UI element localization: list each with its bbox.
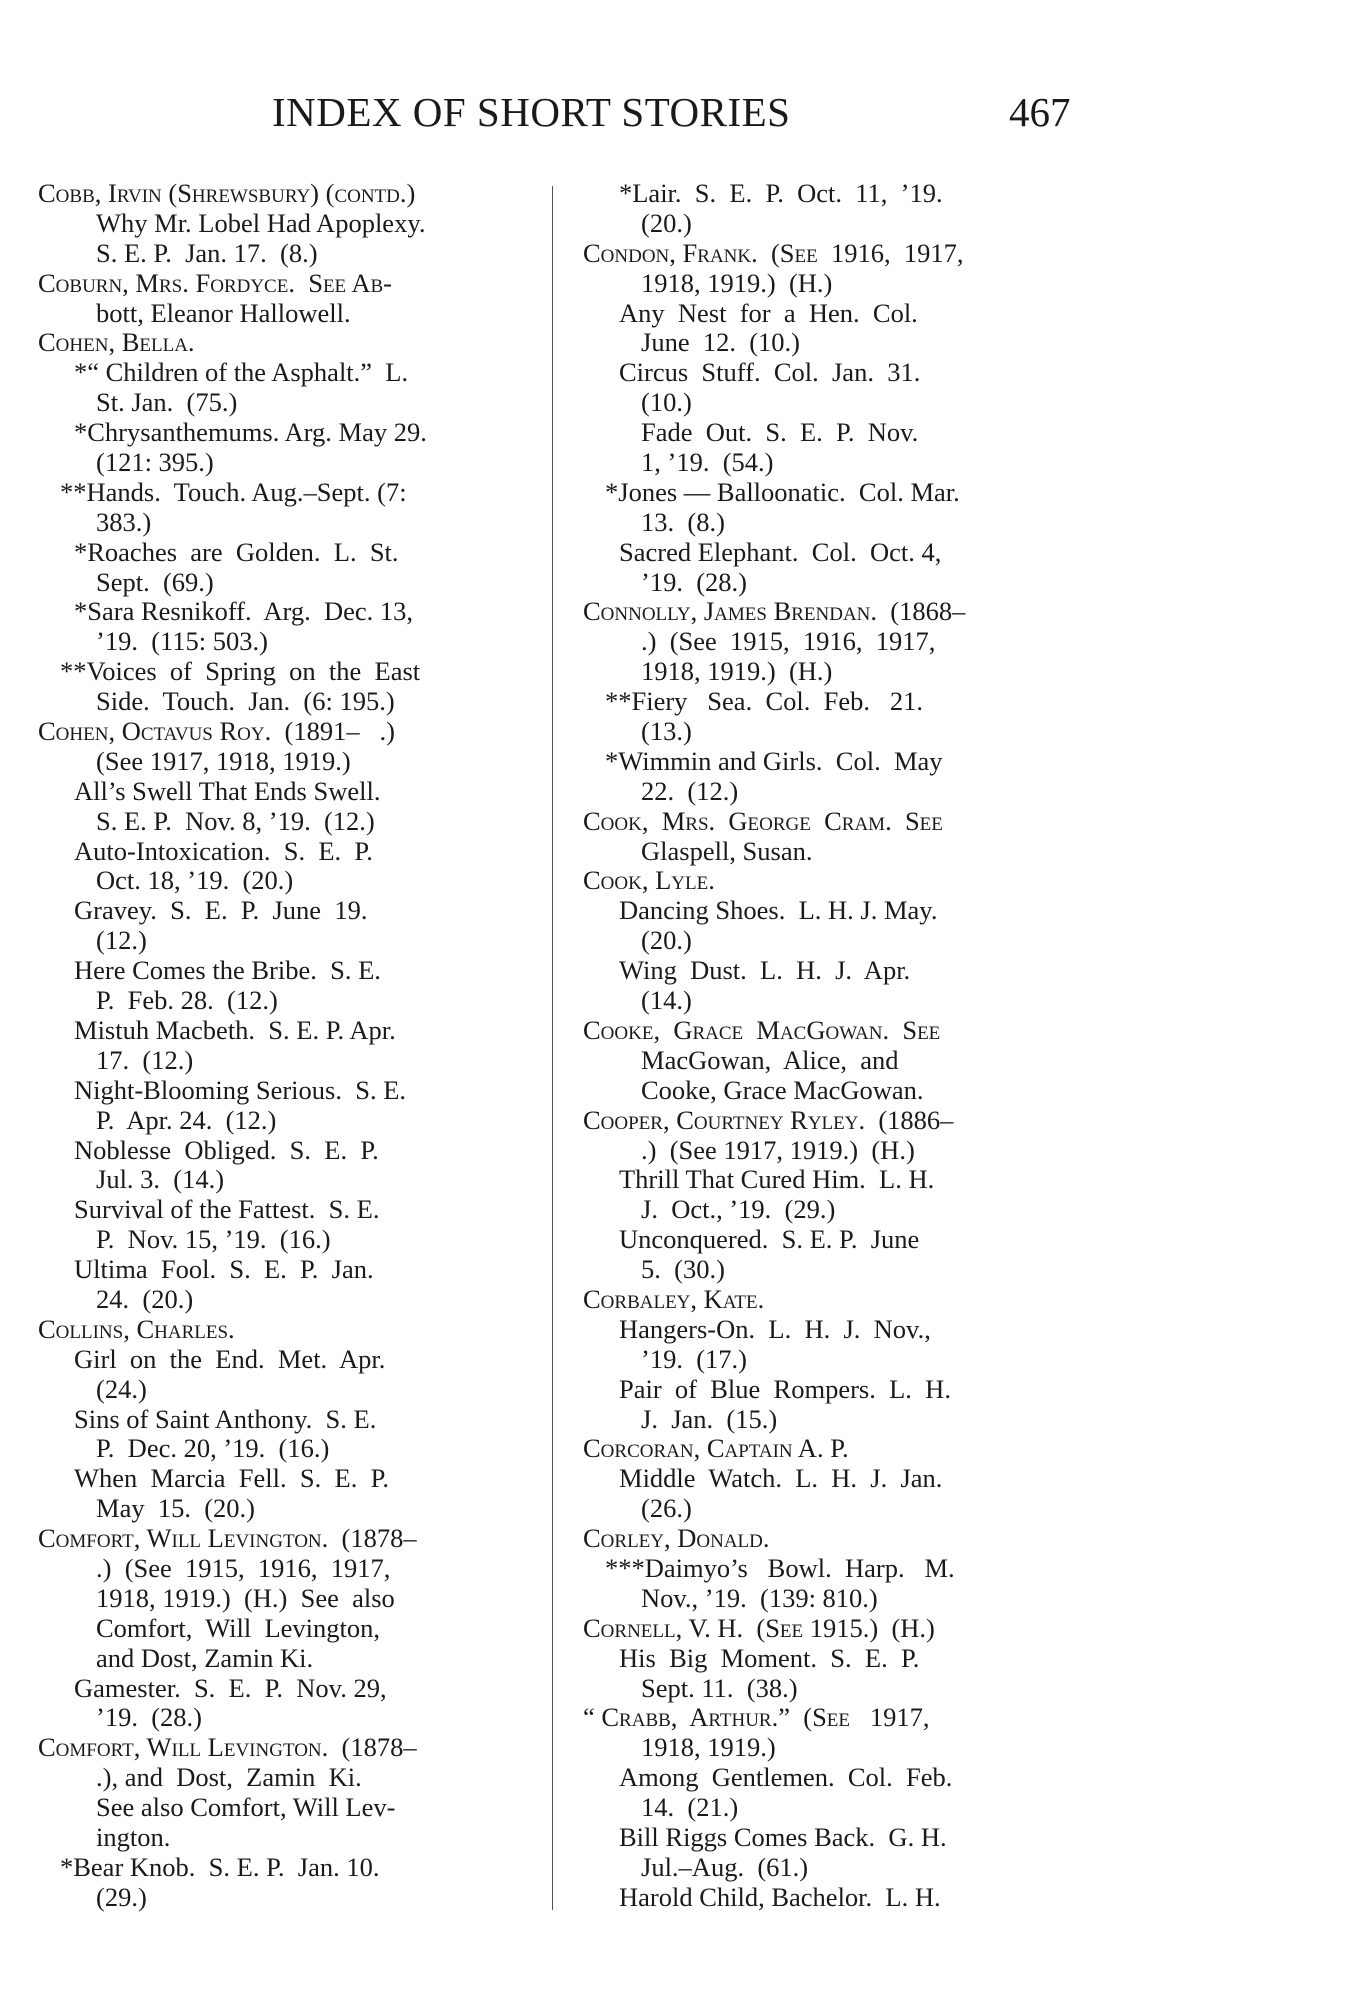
index-entry-line: ***Daimyo’s Bowl. Harp. M.: [605, 1552, 955, 1583]
index-entry-author: Cooke, Grace MacGowan. See: [583, 1014, 941, 1045]
index-entry-line: (121: 395.): [96, 447, 214, 478]
index-entry-line: .), and Dost, Zamin Ki.: [96, 1762, 362, 1793]
index-entry-line: 17. (12.): [96, 1044, 194, 1075]
index-entry-author: Cohen, Bella.: [38, 327, 195, 358]
index-entry-line: Oct. 18, ’19. (20.): [96, 865, 294, 896]
index-entry-line: *Bear Knob. S. E. P. Jan. 10.: [60, 1851, 380, 1882]
index-entry-line: Ultima Fool. S. E. P. Jan.: [74, 1254, 374, 1285]
index-entry-line: (20.): [641, 925, 692, 956]
index-entry-line: 22. (12.): [641, 775, 739, 806]
index-entry-line: Sins of Saint Anthony. S. E.: [74, 1403, 377, 1434]
index-entry-line: His Big Moment. S. E. P.: [619, 1642, 920, 1673]
index-entry-line: Circus Stuff. Col. Jan. 31.: [619, 357, 921, 388]
index-entry-line: J. Jan. (15.): [641, 1403, 778, 1434]
index-entry-author: Condon, Frank. (See 1916, 1917,: [583, 237, 964, 268]
index-entry-line: Auto-Intoxication. S. E. P.: [74, 835, 373, 866]
index-entry-line: *Roaches are Golden. L. St.: [74, 536, 399, 567]
index-entry-line: 5. (30.): [641, 1254, 725, 1285]
index-entry-line: Unconquered. S. E. P. June: [619, 1224, 920, 1255]
index-entry-line: ington.: [96, 1821, 171, 1852]
index-entry-line: (29.): [96, 1881, 147, 1912]
index-entry-line: ’19. (17.): [641, 1343, 747, 1374]
index-entry-line: Fade Out. S. E. P. Nov.: [641, 417, 919, 448]
index-entry-line: Cooke, Grace MacGowan.: [641, 1074, 924, 1105]
index-entry-line: When Marcia Fell. S. E. P.: [74, 1463, 390, 1494]
index-entry-line: (10.): [641, 387, 692, 418]
index-entry-line: J. Oct., ’19. (29.): [641, 1194, 836, 1225]
index-entry-line: P. Apr. 24. (12.): [96, 1104, 277, 1135]
index-entry-line: Noblesse Obliged. S. E. P.: [74, 1134, 379, 1165]
index-entry-author: Coburn, Mrs. Fordyce. See Ab-: [38, 267, 392, 298]
index-entry-line: (24.): [96, 1373, 147, 1404]
index-entry-author: “ Crabb, Arthur.” (See 1917,: [583, 1702, 930, 1733]
index-entry-line: ’19. (28.): [96, 1702, 202, 1733]
index-entry-line: Girl on the End. Met. Apr.: [74, 1343, 386, 1374]
index-entry-line: P. Nov. 15, ’19. (16.): [96, 1224, 331, 1255]
index-entry-line: *Chrysanthemums. Arg. May 29.: [74, 417, 427, 448]
index-entry-line: Middle Watch. L. H. J. Jan.: [619, 1463, 943, 1494]
index-entry-line: Jul. 3. (14.): [96, 1164, 225, 1195]
index-entry-line: See also Comfort, Will Lev-: [96, 1792, 396, 1823]
index-entry-line: Pair of Blue Rompers. L. H.: [619, 1373, 951, 1404]
index-entry-line: bott, Eleanor Hallowell.: [96, 297, 351, 328]
index-entry-author: Cook, Mrs. George Cram. See: [583, 805, 943, 836]
index-entry-line: (12.): [96, 925, 147, 956]
index-entry-line: P. Dec. 20, ’19. (16.): [96, 1433, 330, 1464]
index-entry-line: S. E. P. Jan. 17. (8.): [96, 237, 318, 268]
index-entry-line: ’19. (115: 503.): [96, 626, 268, 657]
index-entry-line: (14.): [641, 985, 692, 1016]
index-entry-line: (See 1917, 1918, 1919.): [96, 745, 351, 776]
index-entry-author: Cook, Lyle.: [583, 865, 715, 896]
index-entry-line: Why Mr. Lobel Had Apoplexy.: [96, 207, 426, 238]
index-entry-line: Thrill That Cured Him. L. H.: [619, 1164, 935, 1195]
index-entry-line: 1, ’19. (54.): [641, 447, 774, 478]
index-entry-line: May 15. (20.): [96, 1493, 255, 1524]
index-entry-line: June 12. (10.): [641, 327, 800, 358]
index-entry-line: *Jones — Balloonatic. Col. Mar.: [605, 476, 960, 507]
index-entry-line: (20.): [641, 207, 692, 238]
index-entry-line: Any Nest for a Hen. Col.: [619, 297, 918, 328]
index-entry-line: Sept. (69.): [96, 566, 214, 597]
index-entry-line: 13. (8.): [641, 506, 725, 537]
index-entry-line: 24. (20.): [96, 1283, 194, 1314]
index-entry-line: Among Gentlemen. Col. Feb.: [619, 1762, 953, 1793]
left-column: [38, 179, 566, 1913]
index-entry-line: **Fiery Sea. Col. Feb. 21.: [605, 686, 923, 717]
index-entry-author: Corcoran, Captain A. P.: [583, 1433, 849, 1464]
index-entry-line: *“ Children of the Asphalt.” L.: [74, 357, 409, 388]
index-entry-line: P. Feb. 28. (12.): [96, 985, 278, 1016]
index-entry-line: Side. Touch. Jan. (6: 195.): [96, 686, 395, 717]
index-entry-line: *Wimmin and Girls. Col. May: [605, 745, 943, 776]
index-entry-line: **Voices of Spring on the East: [60, 656, 421, 687]
index-entry-line: S. E. P. Nov. 8, ’19. (12.): [96, 805, 375, 836]
index-entry-line: Here Comes the Bribe. S. E.: [74, 955, 381, 986]
index-entry-line: 383.): [96, 506, 152, 537]
index-entry-author: Comfort, Will Levington. (1878–: [38, 1523, 417, 1554]
index-entry-line: Gravey. S. E. P. June 19.: [74, 895, 368, 926]
index-entry-line: Jul.–Aug. (61.): [641, 1851, 809, 1882]
index-entry-line: Dancing Shoes. L. H. J. May.: [619, 895, 938, 926]
page-header: [0, 88, 1351, 148]
index-entry-line: Survival of the Fattest. S. E.: [74, 1194, 380, 1225]
index-entry-author: Cooper, Courtney Ryley. (1886–: [583, 1104, 954, 1135]
index-entry-author: Corbaley, Kate.: [583, 1283, 765, 1314]
index-entry-line: St. Jan. (75.): [96, 387, 238, 418]
index-entry-line: Bill Riggs Comes Back. G. H.: [619, 1821, 947, 1852]
index-entry-line: (26.): [641, 1493, 692, 1524]
index-entry-line: Mistuh Macbeth. S. E. P. Apr.: [74, 1014, 396, 1045]
index-entry-author: Connolly, James Brendan. (1868–: [583, 596, 966, 627]
index-entry-line: 1918, 1919.) (H.) See also: [96, 1582, 395, 1613]
index-entry-author: Corley, Donald.: [583, 1523, 770, 1554]
index-entry-line: .) (See 1915, 1916, 1917,: [96, 1552, 391, 1583]
index-entry-line: Nov., ’19. (139: 810.): [641, 1582, 878, 1613]
column-divider: [552, 186, 553, 1910]
index-entry-author: Cobb, Irvin (Shrewsbury) (contd.): [38, 178, 416, 208]
index-entry-line: Sacred Elephant. Col. Oct. 4,: [619, 536, 942, 567]
index-entry-line: Night-Blooming Serious. S. E.: [74, 1074, 407, 1105]
index-entry-line: 14. (21.): [641, 1792, 739, 1823]
index-entry-line: 1918, 1919.) (H.): [641, 267, 833, 298]
index-entry-line: Wing Dust. L. H. J. Apr.: [619, 955, 911, 986]
index-entry-line: **Hands. Touch. Aug.–Sept. (7:: [60, 476, 407, 507]
index-entry-author: Cohen, Octavus Roy. (1891– .): [38, 716, 395, 747]
index-entry-author: Collins, Charles.: [38, 1313, 235, 1344]
index-entry-line: Gamester. S. E. P. Nov. 29,: [74, 1672, 387, 1703]
index-entry-line: .) (See 1917, 1919.) (H.): [641, 1134, 915, 1165]
index-entry-line: Comfort, Will Levington,: [96, 1612, 381, 1643]
index-entry-line: Hangers-On. L. H. J. Nov.,: [619, 1313, 931, 1344]
index-entry-line: ’19. (28.): [641, 566, 747, 597]
index-entry-author: Cornell, V. H. (See 1915.) (H.): [583, 1612, 935, 1643]
index-entry-line: .) (See 1915, 1916, 1917,: [641, 626, 936, 657]
index-entry-line: (13.): [641, 716, 692, 747]
page-number: 467: [1009, 89, 1071, 135]
index-entry-line: Glaspell, Susan.: [641, 835, 813, 866]
index-entry-line: MacGowan, Alice, and: [641, 1044, 899, 1075]
index-entry-line: All’s Swell That Ends Swell.: [74, 775, 381, 806]
index-entry-line: 1918, 1919.): [641, 1732, 776, 1763]
index-entry-line: *Sara Resnikoff. Arg. Dec. 13,: [74, 596, 414, 627]
index-entry-line: Harold Child, Bachelor. L. H.: [619, 1881, 941, 1912]
index-entry-line: 1918, 1919.) (H.): [641, 656, 833, 687]
index-entry-line: *Lair. S. E. P. Oct. 11, ’19.: [619, 178, 943, 208]
index-entry-author: Comfort, Will Levington. (1878–: [38, 1732, 417, 1763]
index-entry-line: and Dost, Zamin Ki.: [96, 1642, 314, 1673]
right-column: [583, 179, 1095, 1913]
page-title: INDEX OF SHORT STORIES: [272, 89, 791, 135]
index-entry-line: Sept. 11. (38.): [641, 1672, 798, 1703]
